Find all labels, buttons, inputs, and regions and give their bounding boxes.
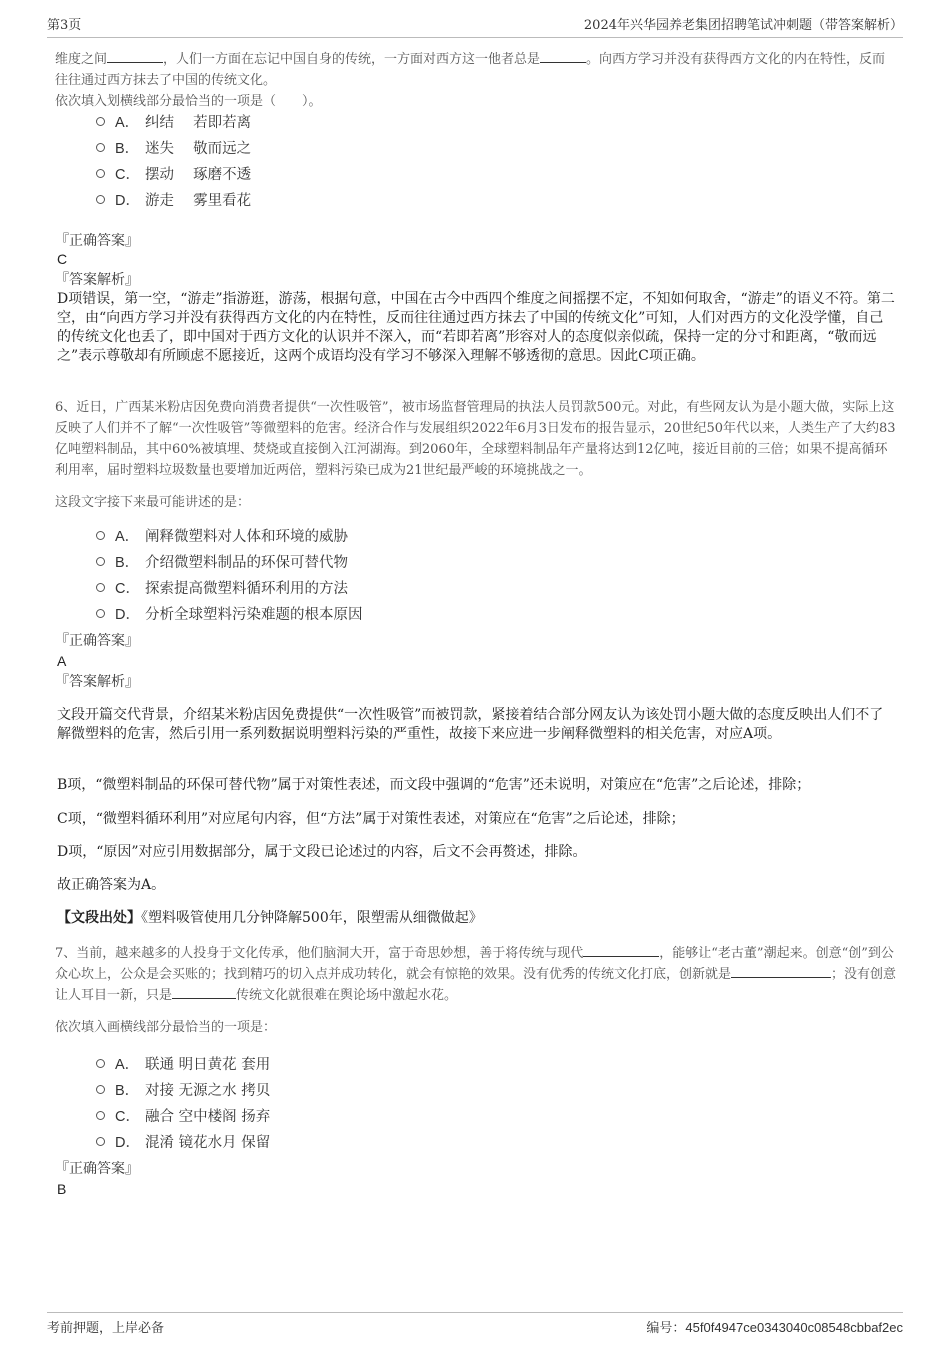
q6-source-label: 【文段出处】 xyxy=(57,910,141,926)
q6-source xyxy=(57,909,895,928)
q6-options xyxy=(96,522,363,626)
radio-icon xyxy=(96,583,105,592)
q5-analysis: D项错误，第一空，“游走”指游逛，游荡，根据句意，中国在古今中西四个维度之间摇摆不定，不知如何取舍，“游走”的语义不符。第二空，由“向西方学习并没有获得西方文化的内在特性，反而往往通过西方抹去了中国的传统文化”可知，人们对西方的文化没学懂，自己的传统文化也丢了，即中国对于西方文化的认识并不深入，而“若即若离”形容对人的态度似亲似疏，保持一定的分寸和距离，“敬而远之”表示尊敬却有所顾虑不愿接近，这两个成语均没有学习不够深入理解不够透彻的意思。因此C项正确。 xyxy=(57,291,895,364)
q6-analysis-p1: 文段开篇交代背景，介绍某米粉店因免费提供“一次性吸管”而被罚款，紧接着结合部分网友认为该处罚小题大做的态度反映出人们不了解微塑料的危害，然后引用一系列数据说明塑料污染的严重性，故接下来应进一步阐释微塑料的相关危害，对应A项。 xyxy=(57,707,884,742)
option-b[interactable]: B． 介绍微塑料制品的环保可替代物 xyxy=(96,548,363,574)
page-footer xyxy=(47,1312,903,1336)
q5-answer-label: 『正确答案』 xyxy=(55,233,139,249)
option-c[interactable]: C． 探索提高微塑料循环利用的方法 xyxy=(96,574,363,600)
q6-stem: 6、近日，广西某米粉店因免费向消费者提供“一次性吸管”，被市场监督管理局的执法人员罚款500元。对此，有些网友认为是小题大做，实际上这反映了人们并不了解“一次性吸管”等微塑料的危害。经济合作与发展组织2022年6月3日发布的报告显示，20世纪50年代以来，人类生产了大约83亿吨塑料制品，其中60%被填埋、焚烧或直接倒入江河湖海。到2060年，全球塑料制品年产量将达到12亿吨，接近目前的三倍；如果不提高循环利用率，届时塑料垃圾数量也要增加近两倍，塑料污染已成为21世纪最严峻的环境挑战之一。 xyxy=(55,400,896,478)
q6-source-title: 《塑料吸管使用几分钟降解500年，限塑需从细微做起》 xyxy=(141,910,483,926)
option-d[interactable]: D． 游走 雾里看花 xyxy=(96,186,251,212)
radio-icon xyxy=(96,195,105,204)
q6-analysis-p2: B项，“微塑料制品的环保可替代物”属于对策性表述，而文段中强调的“危害”还未说明，对策应在“危害”之后论述，排除； xyxy=(57,777,811,793)
radio-icon xyxy=(96,169,105,178)
q6-analysis-p4: D项，“原因”对应引用数据部分，属于文段已论述过的内容，后文不会再赘述，排除。 xyxy=(57,844,587,860)
option-a[interactable]: A． 联通 明日黄花 套用 xyxy=(96,1050,270,1076)
q5-answer: C xyxy=(57,251,68,267)
q6-answer-label: 『正确答案』 xyxy=(55,633,139,649)
footer-slogan: 考前押题，上岸必备 xyxy=(47,1321,165,1336)
q7-answer: B xyxy=(57,1181,67,1197)
option-c[interactable]: C． 融合 空中楼阁 扬弃 xyxy=(96,1102,270,1128)
radio-icon xyxy=(96,143,105,152)
radio-icon xyxy=(96,531,105,540)
page-header xyxy=(47,14,903,38)
q6-analysis-p3: C项，“微塑料循环利用”对应尾句内容，但“方法”属于对策性表述，对策应在“危害”之后论述，排除； xyxy=(57,811,685,827)
q7-stem: 7、当前，越来越多的人投身于文化传承，他们脑洞大开，富于奇思妙想，善于将传统与现代 ，能够让“老古董”潮起来。创意“创”到公众心坎上，公众是会买账的；找到精巧的切入点并成功转化，就会有惊艳的效果。没有优秀的传统文化打底，创新就是 ；没有创意让人耳目一新，只是 传统文化就很难在舆论场中激起水花。 xyxy=(55,946,897,1003)
radio-icon xyxy=(96,609,105,618)
q7-answer-label: 『正确答案』 xyxy=(55,1161,139,1177)
radio-icon xyxy=(96,557,105,566)
q6-prompt: 这段文字接下来最可能讲述的是： xyxy=(55,495,251,510)
radio-icon xyxy=(96,1137,105,1146)
q5-prompt: 依次填入划横线部分最恰当的一项是（ ）。 xyxy=(55,94,322,109)
radio-icon xyxy=(96,1111,105,1120)
page-number: 第3页 xyxy=(47,18,82,33)
document-code: 编号：45f0f4947ce0343040c08548cbbaf2ec xyxy=(646,1320,903,1336)
q5-stem: 维度之间 ，人们一方面在忘记中国自身的传统，一方面对西方这一他者总是 。向西方学习并没有获得西方文化的内在特性，反而往往通过西方抹去了中国的传统文化。 xyxy=(55,52,886,88)
document-title: 2024年兴华园养老集团招聘笔试冲刺题（带答案解析） xyxy=(583,18,903,33)
option-c[interactable]: C． 摆动 琢磨不透 xyxy=(96,160,251,186)
option-a[interactable]: A． 纠结 若即若离 xyxy=(96,108,251,134)
radio-icon xyxy=(96,117,105,126)
option-d[interactable]: D． 混淆 镜花水月 保留 xyxy=(96,1128,270,1154)
q5-analysis-label: 『答案解析』 xyxy=(55,272,139,288)
option-d[interactable]: D． 分析全球塑料污染难题的根本原因 xyxy=(96,600,363,626)
option-a[interactable]: A． 阐释微塑料对人体和环境的威胁 xyxy=(96,522,363,548)
radio-icon xyxy=(96,1059,105,1068)
radio-icon xyxy=(96,1085,105,1094)
q6-analysis-p5: 故正确答案为A。 xyxy=(57,877,166,893)
q5-options xyxy=(96,108,251,212)
q7-prompt: 依次填入画横线部分最恰当的一项是： xyxy=(55,1020,277,1035)
option-b[interactable]: B． 对接 无源之水 拷贝 xyxy=(96,1076,270,1102)
option-b[interactable]: B． 迷失 敬而远之 xyxy=(96,134,251,160)
q6-answer: A xyxy=(57,653,67,669)
q7-options xyxy=(96,1050,270,1154)
q6-analysis-label: 『答案解析』 xyxy=(55,674,139,690)
